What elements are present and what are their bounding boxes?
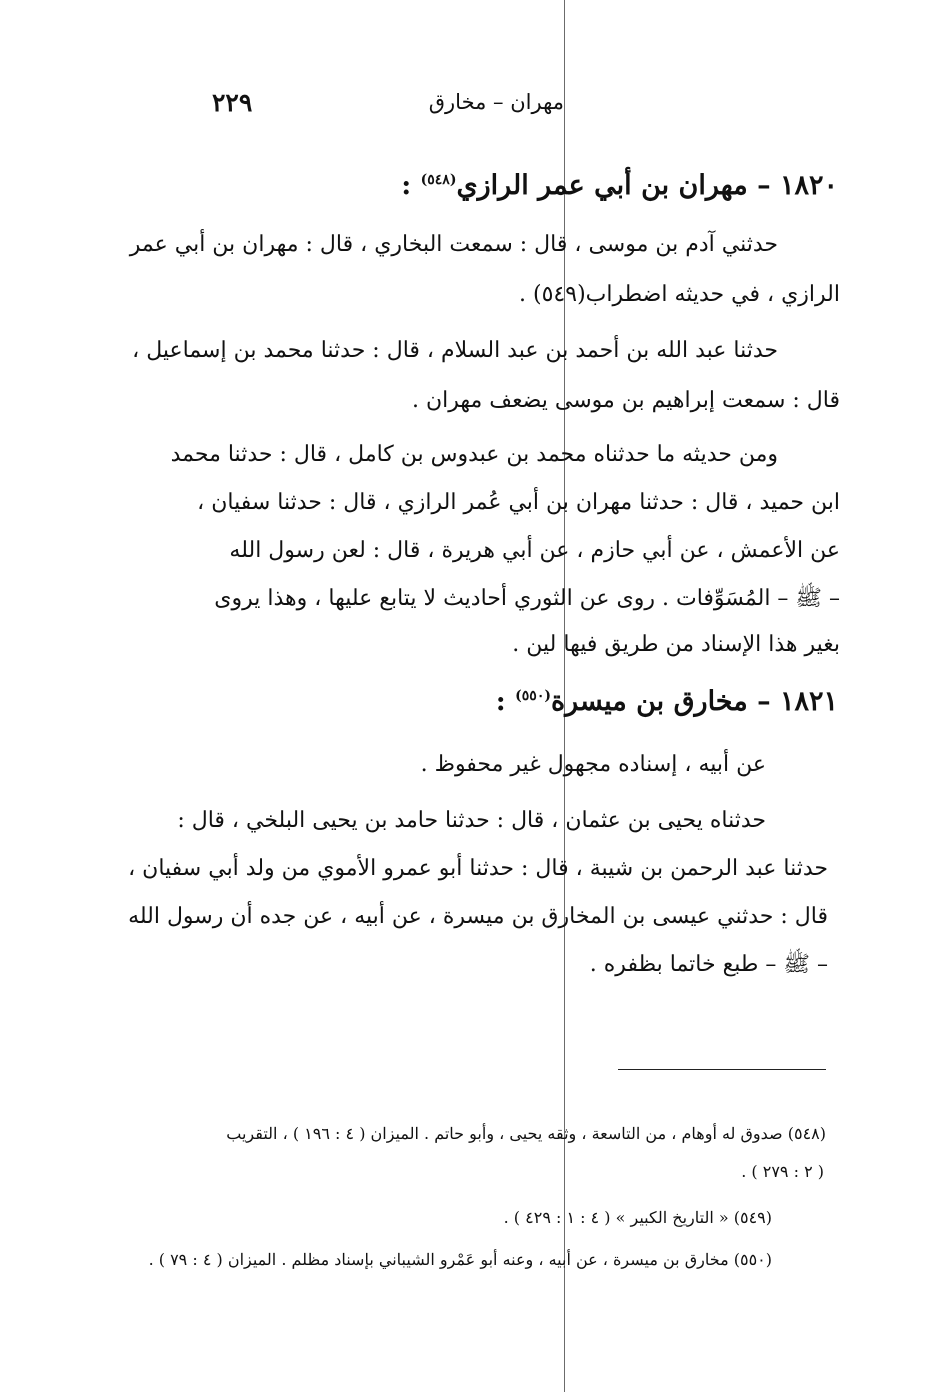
text-line: – ﷺ – المُسَوِّفات . روى عن الثوري أحاديث لا يتابع عليها ، وهذا يروى — [214, 586, 840, 611]
footnote-549: (٥٤٩) « التاريخ الكبير » ( ٤ : ١ : ٤٢٩ ) . — [503, 1208, 772, 1227]
text-line: قال : سمعت إبراهيم بن موسى يضعف مهران . — [411, 388, 840, 413]
entry-heading-text: ١٨٢١ – مخارق بن ميسرة — [550, 686, 838, 717]
text-line: بغير هذا الإسناد من طريق فيها لين . — [512, 632, 840, 657]
heading-suffix: : — [495, 686, 516, 717]
entry-1821-body — [122, 0, 840, 1000]
running-title: مهران – مخارق — [428, 90, 564, 114]
text-line: عن أبيه ، إسناده مجهول غير محفوظ . — [420, 752, 766, 777]
footnote-548-line-2: ( ٢ : ٢٧٩ ) . — [741, 1162, 824, 1181]
text-line: – ﷺ – طبع خاتما بظفره . — [589, 952, 828, 977]
text-line: حدثنا عبد الله بن أحمد بن عبد السلام ، قال : حدثنا محمد بن إسماعيل ، — [132, 338, 778, 363]
footnote-ref: (٥٥٠) — [515, 688, 551, 704]
footnote-548-line-1: (٥٤٨) صدوق له أوهام ، من التاسعة ، وثقه يحيى ، وأبو حاتم . الميزان ( ٤ : ١٩٦ ) ، التقريب — [226, 1124, 826, 1143]
text-line: حدثناه يحيى بن عثمان ، قال : حدثنا حامد بن يحيى البلخي ، قال : — [177, 808, 766, 833]
text-line: ابن حميد ، قال : حدثنا مهران بن أبي عُمر الرازي ، قال : حدثنا سفيان ، — [197, 490, 840, 515]
footnote-550: (٥٥٠) مخارق بن ميسرة ، عن أبيه ، وعنه أبو عَمْرو الشيباني بإسناد مظلم . الميزان ( ٤ : ٧٩ ) . — [148, 1250, 772, 1269]
text-line: حدثنا عبد الرحمن بن شيبة ، قال : حدثنا أبو عمرو الأموي من ولد أبي سفيان ، — [128, 856, 828, 881]
entry-heading-text: ١٨٢٠ – مهران بن أبي عمر الرازي — [456, 170, 838, 201]
heading-suffix: : — [401, 170, 421, 201]
text-line: حدثني آدم بن موسى ، قال : سمعت البخاري ، قال : مهران بن أبي عمر — [129, 232, 778, 257]
text-line: الرازي ، في حديثه اضطراب(٥٤٩) . — [519, 282, 840, 307]
text-line: قال : حدثني عيسى بن المخارق بن ميسرة ، عن أبيه ، عن جده أن رسول الله — [128, 904, 828, 929]
text-line: عن الأعمش ، عن أبي حازم ، عن أبي هريرة ، قال : لعن رسول الله — [229, 538, 840, 563]
footnote-separator — [618, 1069, 826, 1070]
page-number: ٢٢٩ — [212, 88, 253, 117]
footnote-ref: (٥٤٨) — [420, 172, 457, 188]
text-line: ومن حديثه ما حدثناه محمد بن عبدوس بن كامل ، قال : حدثنا محمد — [170, 442, 778, 467]
